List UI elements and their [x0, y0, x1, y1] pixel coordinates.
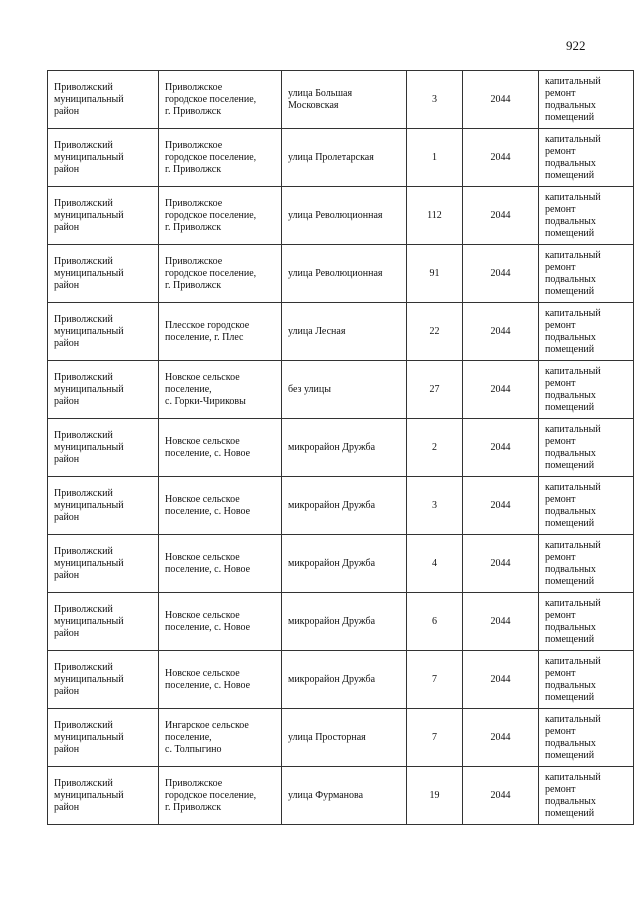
work-type-cell-text: капитальный ремонт подвальных помещений: [545, 423, 601, 471]
district-cell: [48, 245, 159, 303]
street-cell: [282, 535, 407, 593]
work-type-cell: [539, 535, 634, 593]
table-row: [48, 535, 634, 593]
district-cell: [48, 593, 159, 651]
work-type-cell-text: капитальный ремонт подвальных помещений: [545, 191, 601, 239]
settlement-cell: [159, 419, 282, 477]
district-cell: [48, 767, 159, 825]
street-cell-text: без улицы: [288, 383, 331, 395]
house-number-cell-text: 1: [432, 151, 437, 163]
year-cell: [463, 71, 539, 129]
house-number-cell: [407, 535, 463, 593]
work-type-cell-text: капитальный ремонт подвальных помещений: [545, 713, 601, 761]
district-cell-text: Приволжский муниципальный район: [54, 719, 124, 755]
settlement-cell: [159, 593, 282, 651]
settlement-cell-text: Плесское городское поселение, г. Плес: [165, 319, 250, 343]
settlement-cell-text: Новское сельское поселение, с. Новое: [165, 493, 251, 517]
street-cell-text: микрорайон Дружба: [288, 499, 376, 511]
district-cell-text: Приволжский муниципальный район: [54, 487, 124, 523]
work-type-cell-text: капитальный ремонт подвальных помещений: [545, 481, 601, 529]
work-type-cell: [539, 303, 634, 361]
work-type-cell-text: капитальный ремонт подвальных помещений: [545, 75, 601, 123]
district-cell: [48, 651, 159, 709]
settlement-cell-text: Приволжское городское поселение, г. Приволжск: [165, 197, 257, 233]
district-cell-text: Приволжский муниципальный район: [54, 139, 124, 175]
settlement-cell-text: Новское сельское поселение, с. Новое: [165, 551, 251, 575]
street-cell: [282, 651, 407, 709]
district-cell-text: Приволжский муниципальный район: [54, 81, 124, 117]
house-number-cell: [407, 419, 463, 477]
year-cell-text: 2044: [490, 557, 511, 569]
street-cell-text: микрорайон Дружба: [288, 441, 376, 453]
table-row: [48, 129, 634, 187]
year-cell: [463, 709, 539, 767]
street-cell-text: улица Лесная: [288, 325, 346, 337]
house-number-cell-text: 7: [432, 731, 437, 743]
settlement-cell: [159, 651, 282, 709]
street-cell-text: микрорайон Дружба: [288, 673, 376, 685]
district-cell-text: Приволжский муниципальный район: [54, 545, 124, 581]
repair-registry-table: [47, 70, 634, 825]
street-cell: [282, 129, 407, 187]
house-number-cell-text: 7: [432, 673, 437, 685]
table-row: [48, 187, 634, 245]
year-cell: [463, 187, 539, 245]
work-type-cell: [539, 593, 634, 651]
year-cell: [463, 419, 539, 477]
settlement-cell-text: Новское сельское поселение, с. Новое: [165, 667, 251, 691]
house-number-cell-text: 112: [427, 209, 442, 221]
work-type-cell: [539, 71, 634, 129]
year-cell-text: 2044: [490, 325, 511, 337]
district-cell: [48, 361, 159, 419]
street-cell-text: улица Фурманова: [288, 789, 364, 801]
house-number-cell: [407, 361, 463, 419]
table-row: [48, 709, 634, 767]
settlement-cell-text: Приволжское городское поселение, г. Приволжск: [165, 81, 257, 117]
house-number-cell: [407, 709, 463, 767]
work-type-cell: [539, 361, 634, 419]
district-cell-text: Приволжский муниципальный район: [54, 255, 124, 291]
house-number-cell: [407, 71, 463, 129]
year-cell: [463, 129, 539, 187]
settlement-cell-text: Приволжское городское поселение, г. Приволжск: [165, 255, 257, 291]
year-cell-text: 2044: [490, 499, 511, 511]
table-row: [48, 477, 634, 535]
street-cell: [282, 361, 407, 419]
registry-table-body: [48, 71, 634, 825]
district-cell: [48, 477, 159, 535]
work-type-cell: [539, 709, 634, 767]
street-cell-text: микрорайон Дружба: [288, 557, 376, 569]
table-row: [48, 71, 634, 129]
district-cell-text: Приволжский муниципальный район: [54, 371, 124, 407]
house-number-cell: [407, 303, 463, 361]
district-cell-text: Приволжский муниципальный район: [54, 661, 124, 697]
year-cell-text: 2044: [490, 731, 511, 743]
district-cell: [48, 535, 159, 593]
district-cell: [48, 419, 159, 477]
house-number-cell: [407, 187, 463, 245]
year-cell-text: 2044: [490, 673, 511, 685]
work-type-cell: [539, 245, 634, 303]
house-number-cell: [407, 245, 463, 303]
house-number-cell: [407, 767, 463, 825]
work-type-cell: [539, 767, 634, 825]
settlement-cell: [159, 187, 282, 245]
street-cell: [282, 477, 407, 535]
settlement-cell: [159, 303, 282, 361]
settlement-cell: [159, 535, 282, 593]
street-cell: [282, 187, 407, 245]
year-cell: [463, 477, 539, 535]
house-number-cell-text: 19: [429, 789, 440, 801]
street-cell-text: улица Большая Московская: [288, 87, 353, 111]
street-cell: [282, 303, 407, 361]
work-type-cell-text: капитальный ремонт подвальных помещений: [545, 539, 601, 587]
street-cell-text: улица Революционная: [288, 209, 383, 221]
settlement-cell-text: Новское сельское поселение, с. Новое: [165, 609, 251, 633]
settlement-cell-text: Приволжское городское поселение, г. Приволжск: [165, 777, 257, 813]
house-number-cell: [407, 651, 463, 709]
district-cell: [48, 71, 159, 129]
house-number-cell-text: 22: [429, 325, 440, 337]
street-cell-text: улица Пролетарская: [288, 151, 374, 163]
street-cell: [282, 767, 407, 825]
house-number-cell-text: 3: [432, 93, 437, 105]
year-cell-text: 2044: [490, 151, 511, 163]
year-cell-text: 2044: [490, 383, 511, 395]
settlement-cell: [159, 129, 282, 187]
settlement-cell: [159, 709, 282, 767]
house-number-cell-text: 27: [429, 383, 440, 395]
house-number-cell-text: 2: [432, 441, 437, 453]
house-number-cell-text: 3: [432, 499, 437, 511]
year-cell-text: 2044: [490, 615, 511, 627]
street-cell: [282, 709, 407, 767]
district-cell-text: Приволжский муниципальный район: [54, 777, 124, 813]
street-cell-text: микрорайон Дружба: [288, 615, 376, 627]
table-row: [48, 303, 634, 361]
settlement-cell: [159, 767, 282, 825]
district-cell: [48, 187, 159, 245]
table-row: [48, 767, 634, 825]
table-row: [48, 361, 634, 419]
district-cell-text: Приволжский муниципальный район: [54, 603, 124, 639]
district-cell: [48, 303, 159, 361]
work-type-cell: [539, 187, 634, 245]
year-cell: [463, 593, 539, 651]
work-type-cell-text: капитальный ремонт подвальных помещений: [545, 365, 601, 413]
work-type-cell-text: капитальный ремонт подвальных помещений: [545, 249, 601, 297]
table-row: [48, 593, 634, 651]
page-number: 922: [566, 38, 586, 53]
street-cell: [282, 593, 407, 651]
work-type-cell: [539, 477, 634, 535]
settlement-cell: [159, 477, 282, 535]
street-cell-text: улица Революционная: [288, 267, 383, 279]
house-number-cell: [407, 477, 463, 535]
year-cell: [463, 245, 539, 303]
street-cell: [282, 71, 407, 129]
year-cell-text: 2044: [490, 209, 511, 221]
year-cell-text: 2044: [490, 93, 511, 105]
house-number-cell-text: 6: [432, 615, 437, 627]
year-cell-text: 2044: [490, 441, 511, 453]
year-cell: [463, 767, 539, 825]
street-cell-text: улица Просторная: [288, 731, 366, 743]
table-row: [48, 651, 634, 709]
settlement-cell: [159, 361, 282, 419]
house-number-cell: [407, 129, 463, 187]
settlement-cell-text: Новское сельское поселение, с. Горки-Чириковы: [165, 371, 246, 407]
work-type-cell-text: капитальный ремонт подвальных помещений: [545, 771, 601, 819]
district-cell-text: Приволжский муниципальный район: [54, 429, 124, 465]
work-type-cell: [539, 419, 634, 477]
year-cell-text: 2044: [490, 789, 511, 801]
year-cell: [463, 651, 539, 709]
year-cell: [463, 535, 539, 593]
house-number-cell: [407, 593, 463, 651]
settlement-cell-text: Новское сельское поселение, с. Новое: [165, 435, 251, 459]
work-type-cell: [539, 651, 634, 709]
district-cell-text: Приволжский муниципальный район: [54, 313, 124, 349]
work-type-cell-text: капитальный ремонт подвальных помещений: [545, 597, 601, 645]
year-cell: [463, 361, 539, 419]
table-row: [48, 245, 634, 303]
district-cell: [48, 129, 159, 187]
table-row: [48, 419, 634, 477]
street-cell: [282, 245, 407, 303]
work-type-cell-text: капитальный ремонт подвальных помещений: [545, 307, 601, 355]
district-cell: [48, 709, 159, 767]
work-type-cell: [539, 129, 634, 187]
year-cell: [463, 303, 539, 361]
house-number-cell-text: 91: [429, 267, 440, 279]
settlement-cell: [159, 71, 282, 129]
work-type-cell-text: капитальный ремонт подвальных помещений: [545, 655, 601, 703]
house-number-cell-text: 4: [432, 557, 437, 569]
settlement-cell-text: Приволжское городское поселение, г. Приволжск: [165, 139, 257, 175]
street-cell: [282, 419, 407, 477]
settlement-cell-text: Ингарское сельское поселение, с. Толпыгино: [165, 719, 249, 755]
year-cell-text: 2044: [490, 267, 511, 279]
district-cell-text: Приволжский муниципальный район: [54, 197, 124, 233]
settlement-cell: [159, 245, 282, 303]
work-type-cell-text: капитальный ремонт подвальных помещений: [545, 133, 601, 181]
